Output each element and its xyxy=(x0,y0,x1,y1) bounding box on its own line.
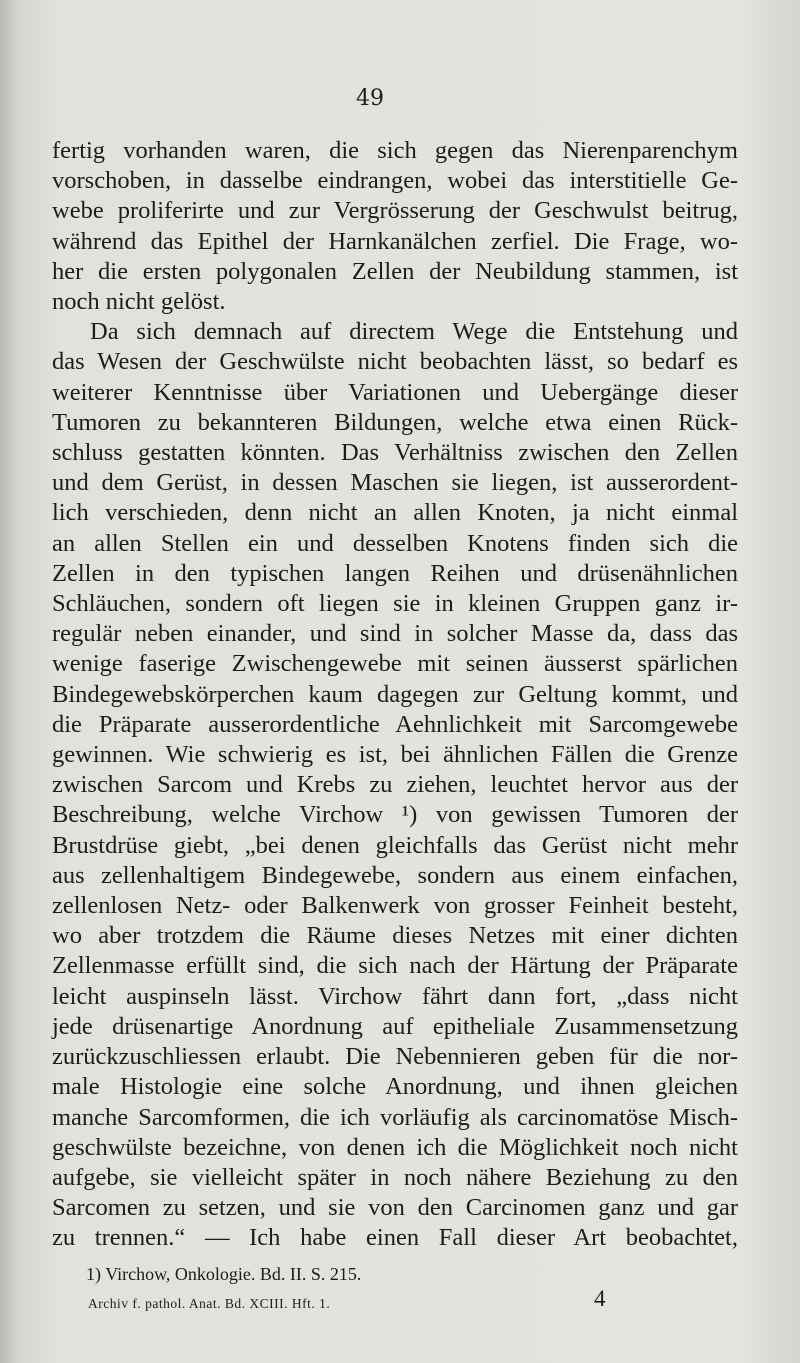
text-line: male Histologie eine solche Anordnung, und ihnen gleichen xyxy=(52,1073,738,1101)
signature-mark: 4 xyxy=(594,1286,606,1311)
text-line: zurückzuschliessen erlaubt. Die Nebennieren geben für die nor- xyxy=(52,1043,738,1071)
text-line: das Wesen der Geschwülste nicht beobachten lässt, so bedarf es xyxy=(52,348,738,376)
text-line: leicht auspinseln lässt. Virchow fährt dann fort, „dass nicht xyxy=(52,982,738,1010)
text-line: weiterer Kenntnisse über Variationen und Uebergänge dieser xyxy=(52,378,738,406)
text-line: zwischen Sarcom und Krebs zu ziehen, leuchtet hervor aus der xyxy=(52,771,738,799)
footnote-marker: 1) xyxy=(86,1264,101,1284)
text-line: webe proliferirte und zur Vergrösserung der Geschwulst beitrug, xyxy=(52,197,738,225)
text-line: aufgebe, sie vielleicht später in noch nähere Beziehung zu den xyxy=(52,1163,738,1191)
text-line: Sarcomen zu setzen, und sie von den Carcinomen ganz und gar xyxy=(52,1194,738,1222)
text-line: zu trennen.“ — Ich habe einen Fall dieser Art beobachtet, xyxy=(52,1224,738,1252)
text-line: jede drüsenartige Anordnung auf epitheliale Zusammensetzung xyxy=(52,1012,738,1040)
text-line: lich verschieden, denn nicht an allen Knoten, ja nicht einmal xyxy=(52,499,738,527)
text-line: zellenlosen Netz- oder Balkenwerk von grosser Feinheit besteht, xyxy=(52,892,738,920)
text-line: vorschoben, in dasselbe eindrangen, wobei das interstitielle Ge- xyxy=(52,167,738,195)
text-line: Da sich demnach auf directem Wege die Entstehung und xyxy=(90,318,738,346)
text-line: Zellen in den typischen langen Reihen und drüsenähnlichen xyxy=(52,559,738,587)
text-line: aus zellenhaltigem Bindegewebe, sondern aus einem einfachen, xyxy=(52,861,738,889)
text-line: wenige faserige Zwischengewebe mit seinen äusserst spärlichen xyxy=(52,650,738,678)
footnote xyxy=(86,1264,361,1285)
text-line: schluss gestatten könnten. Das Verhältniss zwischen den Zellen xyxy=(52,439,738,467)
text-line: fertig vorhanden waren, die sich gegen das Nierenparenchym xyxy=(52,137,738,164)
text-line: her die ersten polygonalen Zellen der Neubildung stammen, ist xyxy=(52,257,738,285)
text-line: Brustdrüse giebt, „bei denen gleichfalls das Gerüst nicht mehr xyxy=(52,831,738,859)
text-line: wo aber trotzdem die Räume dieses Netzes mit einer dichten xyxy=(52,922,738,950)
text-line: gewinnen. Wie schwierig es ist, bei ähnlichen Fällen die Grenze xyxy=(52,741,738,769)
text-line: Schläuchen, sondern oft liegen sie in kleinen Gruppen ganz ir- xyxy=(52,590,738,618)
text-line: geschwülste bezeichne, von denen ich die Möglichkeit noch nicht xyxy=(52,1133,738,1161)
signature-line: Archiv f. pathol. Anat. Bd. XCIII. Hft. 1. xyxy=(88,1296,331,1311)
text-line: Beschreibung, welche Virchow ¹) von gewissen Tumoren der xyxy=(52,801,738,829)
text-line: während das Epithel der Harnkanälchen zerfiel. Die Frage, wo- xyxy=(52,227,738,255)
body-text xyxy=(52,136,738,1254)
text-line: die Präparate ausserordentliche Aehnlichkeit mit Sarcomgewebe xyxy=(52,710,738,738)
text-line: Tumoren zu bekannteren Bildungen, welche etwa einen Rück- xyxy=(52,408,738,436)
text-line: Bindegewebskörperchen kaum dagegen zur Geltung kommt, und xyxy=(52,680,738,708)
text-line: noch nicht gelöst. xyxy=(52,288,226,316)
text-line: an allen Stellen ein und desselben Knotens finden sich die xyxy=(52,529,738,557)
page-number: 49 xyxy=(356,86,384,111)
text-line: Zellenmasse erfüllt sind, die sich nach der Härtung der Präparate xyxy=(52,952,738,980)
text-line: und dem Gerüst, in dessen Maschen sie liegen, ist ausserordent- xyxy=(52,469,738,497)
text-line: regulär neben einander, und sind in solcher Masse da, dass das xyxy=(52,620,738,648)
text-line: manche Sarcomformen, die ich vorläufig als carcinomatöse Misch- xyxy=(52,1103,738,1131)
footnote-text: Virchow, Onkologie. Bd. II. S. 215. xyxy=(105,1264,362,1284)
